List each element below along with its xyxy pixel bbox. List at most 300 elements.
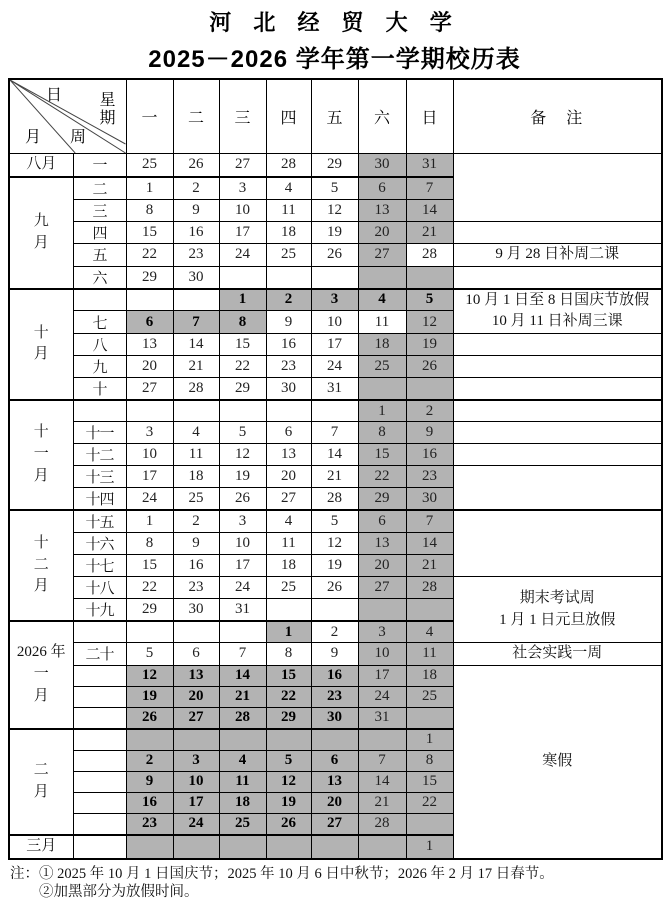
week-number bbox=[73, 835, 126, 859]
day-cell: 17 bbox=[126, 466, 173, 488]
remark-cell bbox=[453, 266, 662, 289]
day-cell: 21 bbox=[173, 356, 219, 378]
day-cell: 2 bbox=[126, 750, 173, 771]
week-number: 四 bbox=[73, 221, 126, 243]
day-cell: 12 bbox=[406, 311, 453, 334]
remark-cell bbox=[453, 466, 662, 511]
day-cell: 17 bbox=[311, 334, 358, 356]
day-cell bbox=[173, 400, 219, 422]
day-cell bbox=[266, 729, 311, 751]
day-cell: 25 bbox=[173, 488, 219, 511]
footnote-2: ②加黑部分为放假时间。 bbox=[10, 883, 669, 902]
remark-cell: 9 月 28 日补周二课 bbox=[453, 243, 662, 266]
day-cell: 25 bbox=[126, 154, 173, 177]
day-cell: 31 bbox=[219, 599, 266, 622]
day-cell: 24 bbox=[311, 356, 358, 378]
remark-cell bbox=[453, 356, 662, 378]
corner-label-weekday: 星期 bbox=[99, 92, 116, 127]
day-cell: 13 bbox=[358, 533, 406, 555]
day-cell: 18 bbox=[406, 665, 453, 686]
day-cell bbox=[219, 835, 266, 859]
day-cell bbox=[266, 266, 311, 289]
week-number: 八 bbox=[73, 334, 126, 356]
day-cell: 29 bbox=[219, 378, 266, 401]
day-cell: 5 bbox=[219, 422, 266, 444]
weekday-header-thu: 四 bbox=[266, 79, 311, 154]
calendar-row bbox=[9, 466, 662, 488]
day-cell: 4 bbox=[406, 621, 453, 643]
day-cell: 28 bbox=[266, 154, 311, 177]
day-cell: 28 bbox=[219, 707, 266, 729]
day-cell: 23 bbox=[173, 243, 219, 266]
day-cell: 16 bbox=[173, 555, 219, 577]
day-cell bbox=[266, 835, 311, 859]
day-cell: 10 bbox=[173, 771, 219, 792]
corner-label-week: 周 bbox=[70, 129, 86, 147]
day-cell: 11 bbox=[406, 643, 453, 666]
day-cell: 14 bbox=[173, 334, 219, 356]
day-cell: 14 bbox=[406, 199, 453, 221]
day-cell: 22 bbox=[219, 356, 266, 378]
day-cell: 27 bbox=[173, 707, 219, 729]
day-cell: 19 bbox=[219, 466, 266, 488]
day-cell: 12 bbox=[126, 665, 173, 686]
day-cell: 6 bbox=[311, 750, 358, 771]
day-cell: 8 bbox=[406, 750, 453, 771]
day-cell: 21 bbox=[311, 466, 358, 488]
day-cell: 2 bbox=[173, 177, 219, 200]
week-number: 十八 bbox=[73, 577, 126, 599]
day-cell: 4 bbox=[266, 177, 311, 200]
day-cell: 25 bbox=[266, 577, 311, 599]
day-cell: 13 bbox=[126, 334, 173, 356]
day-cell bbox=[358, 266, 406, 289]
day-cell: 20 bbox=[126, 356, 173, 378]
day-cell: 15 bbox=[406, 771, 453, 792]
week-number: 七 bbox=[73, 311, 126, 334]
week-number: 十 bbox=[73, 378, 126, 401]
corner-header-cell bbox=[9, 79, 126, 154]
calendar-row bbox=[9, 266, 662, 289]
day-cell: 12 bbox=[311, 199, 358, 221]
day-cell: 9 bbox=[173, 533, 219, 555]
day-cell: 2 bbox=[266, 289, 311, 311]
day-cell: 25 bbox=[406, 686, 453, 707]
day-cell: 18 bbox=[173, 466, 219, 488]
day-cell: 24 bbox=[358, 686, 406, 707]
calendar-row bbox=[9, 422, 662, 444]
day-cell: 2 bbox=[406, 400, 453, 422]
day-cell: 19 bbox=[406, 334, 453, 356]
month-label: 2026 年 一 月 bbox=[9, 621, 73, 729]
day-cell: 24 bbox=[126, 488, 173, 511]
week-number bbox=[73, 400, 126, 422]
day-cell: 14 bbox=[311, 444, 358, 466]
remarks-header: 备 注 bbox=[453, 79, 662, 154]
day-cell: 25 bbox=[219, 813, 266, 835]
remark-cell bbox=[453, 334, 662, 356]
week-number: 十一 bbox=[73, 422, 126, 444]
day-cell: 3 bbox=[173, 750, 219, 771]
week-number: 十四 bbox=[73, 488, 126, 511]
day-cell: 8 bbox=[126, 533, 173, 555]
day-cell: 26 bbox=[173, 154, 219, 177]
day-cell: 16 bbox=[311, 665, 358, 686]
week-number: 一 bbox=[73, 154, 126, 177]
day-cell: 21 bbox=[406, 221, 453, 243]
day-cell: 26 bbox=[219, 488, 266, 511]
day-cell: 11 bbox=[219, 771, 266, 792]
day-cell bbox=[358, 378, 406, 401]
week-number: 十五 bbox=[73, 510, 126, 533]
calendar-row bbox=[9, 400, 662, 422]
day-cell bbox=[358, 599, 406, 622]
day-cell: 10 bbox=[126, 444, 173, 466]
day-cell: 26 bbox=[311, 577, 358, 599]
day-cell: 11 bbox=[266, 533, 311, 555]
day-cell: 19 bbox=[311, 555, 358, 577]
day-cell: 11 bbox=[266, 199, 311, 221]
day-cell: 6 bbox=[358, 177, 406, 200]
remark-cell: 社会实践一周 bbox=[453, 643, 662, 666]
day-cell: 26 bbox=[311, 243, 358, 266]
day-cell bbox=[266, 599, 311, 622]
month-label: 十 二 月 bbox=[9, 510, 73, 621]
weekday-header-wed: 三 bbox=[219, 79, 266, 154]
week-number: 五 bbox=[73, 243, 126, 266]
day-cell: 23 bbox=[311, 686, 358, 707]
week-number: 十六 bbox=[73, 533, 126, 555]
calendar-row bbox=[9, 289, 662, 311]
day-cell: 17 bbox=[219, 555, 266, 577]
remark-cell bbox=[453, 378, 662, 401]
day-cell bbox=[219, 400, 266, 422]
day-cell bbox=[406, 707, 453, 729]
day-cell: 5 bbox=[311, 177, 358, 200]
week-number bbox=[73, 729, 126, 751]
day-cell bbox=[173, 289, 219, 311]
weekday-header-mon: 一 bbox=[126, 79, 173, 154]
remark-cell bbox=[453, 400, 662, 422]
day-cell: 18 bbox=[358, 334, 406, 356]
day-cell: 13 bbox=[311, 771, 358, 792]
day-cell: 11 bbox=[173, 444, 219, 466]
day-cell: 9 bbox=[406, 422, 453, 444]
day-cell: 25 bbox=[358, 356, 406, 378]
calendar-row bbox=[9, 243, 662, 266]
day-cell: 1 bbox=[406, 835, 453, 859]
day-cell: 28 bbox=[358, 813, 406, 835]
day-cell: 7 bbox=[219, 643, 266, 666]
day-cell: 11 bbox=[358, 311, 406, 334]
month-label: 十 月 bbox=[9, 289, 73, 401]
week-number: 九 bbox=[73, 356, 126, 378]
day-cell: 24 bbox=[219, 243, 266, 266]
day-cell: 1 bbox=[219, 289, 266, 311]
day-cell: 9 bbox=[126, 771, 173, 792]
day-cell: 30 bbox=[266, 378, 311, 401]
calendar-row bbox=[9, 665, 662, 686]
day-cell: 18 bbox=[266, 555, 311, 577]
day-cell: 24 bbox=[173, 813, 219, 835]
calendar-row bbox=[9, 444, 662, 466]
remark-cell: 寒假 bbox=[453, 665, 662, 858]
day-cell: 19 bbox=[126, 686, 173, 707]
week-number: 六 bbox=[73, 266, 126, 289]
day-cell: 28 bbox=[406, 577, 453, 599]
calendar-row bbox=[9, 510, 662, 533]
day-cell bbox=[406, 378, 453, 401]
day-cell bbox=[406, 599, 453, 622]
day-cell bbox=[219, 729, 266, 751]
day-cell: 7 bbox=[311, 422, 358, 444]
day-cell: 17 bbox=[358, 665, 406, 686]
day-cell bbox=[173, 729, 219, 751]
day-cell bbox=[311, 400, 358, 422]
day-cell bbox=[219, 266, 266, 289]
day-cell: 14 bbox=[219, 665, 266, 686]
day-cell: 27 bbox=[126, 378, 173, 401]
day-cell: 9 bbox=[173, 199, 219, 221]
day-cell bbox=[358, 729, 406, 751]
day-cell: 17 bbox=[173, 792, 219, 813]
day-cell: 12 bbox=[219, 444, 266, 466]
week-number bbox=[73, 771, 126, 792]
day-cell bbox=[406, 266, 453, 289]
day-cell: 23 bbox=[266, 356, 311, 378]
day-cell bbox=[126, 289, 173, 311]
day-cell: 1 bbox=[126, 510, 173, 533]
day-cell: 22 bbox=[406, 792, 453, 813]
day-cell: 30 bbox=[173, 599, 219, 622]
calendar-row bbox=[9, 643, 662, 666]
header-row bbox=[9, 79, 662, 154]
day-cell: 8 bbox=[126, 199, 173, 221]
day-cell: 31 bbox=[358, 707, 406, 729]
day-cell: 14 bbox=[358, 771, 406, 792]
day-cell: 8 bbox=[266, 643, 311, 666]
day-cell: 20 bbox=[311, 792, 358, 813]
day-cell: 17 bbox=[219, 221, 266, 243]
day-cell: 3 bbox=[311, 289, 358, 311]
week-number: 十三 bbox=[73, 466, 126, 488]
week-number: 十九 bbox=[73, 599, 126, 622]
day-cell: 10 bbox=[358, 643, 406, 666]
day-cell: 5 bbox=[126, 643, 173, 666]
day-cell: 4 bbox=[266, 510, 311, 533]
day-cell: 15 bbox=[358, 444, 406, 466]
remark-cell bbox=[453, 221, 662, 243]
day-cell: 3 bbox=[219, 510, 266, 533]
month-label: 九 月 bbox=[9, 177, 73, 289]
day-cell bbox=[126, 400, 173, 422]
calendar-row bbox=[9, 154, 662, 177]
day-cell: 26 bbox=[266, 813, 311, 835]
remark-cell bbox=[453, 444, 662, 466]
day-cell: 2 bbox=[173, 510, 219, 533]
day-cell: 15 bbox=[219, 334, 266, 356]
day-cell: 23 bbox=[126, 813, 173, 835]
day-cell: 6 bbox=[266, 422, 311, 444]
day-cell: 19 bbox=[266, 792, 311, 813]
day-cell: 15 bbox=[126, 221, 173, 243]
day-cell: 29 bbox=[126, 266, 173, 289]
day-cell: 27 bbox=[266, 488, 311, 511]
week-number bbox=[73, 750, 126, 771]
day-cell: 6 bbox=[358, 510, 406, 533]
day-cell: 18 bbox=[266, 221, 311, 243]
day-cell: 8 bbox=[358, 422, 406, 444]
day-cell: 22 bbox=[358, 466, 406, 488]
day-cell: 10 bbox=[219, 199, 266, 221]
day-cell: 24 bbox=[219, 577, 266, 599]
day-cell bbox=[311, 729, 358, 751]
week-number bbox=[73, 665, 126, 686]
day-cell: 20 bbox=[358, 555, 406, 577]
day-cell: 2 bbox=[311, 621, 358, 643]
day-cell: 20 bbox=[358, 221, 406, 243]
day-cell: 22 bbox=[126, 577, 173, 599]
day-cell: 3 bbox=[358, 621, 406, 643]
calendar-row bbox=[9, 334, 662, 356]
remark-cell bbox=[453, 154, 662, 222]
day-cell: 5 bbox=[266, 750, 311, 771]
day-cell: 22 bbox=[266, 686, 311, 707]
remark-cell bbox=[453, 510, 662, 577]
day-cell: 10 bbox=[219, 533, 266, 555]
weekday-header-fri: 五 bbox=[311, 79, 358, 154]
week-number bbox=[73, 813, 126, 835]
corner-label-day: 日 bbox=[46, 87, 62, 105]
week-number bbox=[73, 289, 126, 311]
calendar-row bbox=[9, 356, 662, 378]
calendar-body bbox=[9, 154, 662, 859]
week-number bbox=[73, 621, 126, 643]
day-cell: 28 bbox=[406, 243, 453, 266]
week-number: 十七 bbox=[73, 555, 126, 577]
day-cell: 20 bbox=[266, 466, 311, 488]
day-cell: 30 bbox=[311, 707, 358, 729]
day-cell: 16 bbox=[266, 334, 311, 356]
day-cell: 1 bbox=[266, 621, 311, 643]
corner-label-month: 月 bbox=[25, 129, 41, 147]
day-cell: 23 bbox=[173, 577, 219, 599]
day-cell: 29 bbox=[358, 488, 406, 511]
day-cell: 26 bbox=[406, 356, 453, 378]
day-cell: 8 bbox=[219, 311, 266, 334]
day-cell: 31 bbox=[406, 154, 453, 177]
week-number: 二十 bbox=[73, 643, 126, 666]
day-cell: 12 bbox=[266, 771, 311, 792]
day-cell: 27 bbox=[358, 577, 406, 599]
remark-cell: 期末考试周 1 月 1 日元旦放假 bbox=[453, 577, 662, 643]
day-cell: 27 bbox=[219, 154, 266, 177]
day-cell: 7 bbox=[358, 750, 406, 771]
calendar-table bbox=[8, 78, 663, 860]
week-number: 二 bbox=[73, 177, 126, 200]
day-cell: 26 bbox=[126, 707, 173, 729]
day-cell: 21 bbox=[219, 686, 266, 707]
day-cell: 9 bbox=[266, 311, 311, 334]
calendar-row bbox=[9, 577, 662, 599]
day-cell bbox=[266, 400, 311, 422]
day-cell bbox=[311, 835, 358, 859]
page-subtitle: 2025－2026 学年第一学期校历表 bbox=[0, 39, 669, 74]
weekday-header-sat: 六 bbox=[358, 79, 406, 154]
day-cell: 7 bbox=[406, 177, 453, 200]
day-cell: 27 bbox=[358, 243, 406, 266]
day-cell: 4 bbox=[219, 750, 266, 771]
day-cell: 16 bbox=[406, 444, 453, 466]
day-cell bbox=[358, 835, 406, 859]
day-cell: 7 bbox=[173, 311, 219, 334]
day-cell: 3 bbox=[126, 422, 173, 444]
day-cell: 12 bbox=[311, 533, 358, 555]
week-number bbox=[73, 792, 126, 813]
day-cell: 22 bbox=[126, 243, 173, 266]
day-cell: 13 bbox=[358, 199, 406, 221]
month-label: 八月 bbox=[9, 154, 73, 177]
day-cell: 4 bbox=[358, 289, 406, 311]
day-cell bbox=[126, 835, 173, 859]
day-cell: 27 bbox=[311, 813, 358, 835]
day-cell: 1 bbox=[126, 177, 173, 200]
weekday-header-tue: 二 bbox=[173, 79, 219, 154]
day-cell: 25 bbox=[266, 243, 311, 266]
day-cell: 15 bbox=[126, 555, 173, 577]
day-cell: 10 bbox=[311, 311, 358, 334]
day-cell: 29 bbox=[311, 154, 358, 177]
week-number: 三 bbox=[73, 199, 126, 221]
day-cell: 6 bbox=[173, 643, 219, 666]
month-label: 十 一 月 bbox=[9, 400, 73, 510]
day-cell: 30 bbox=[406, 488, 453, 511]
day-cell: 28 bbox=[173, 378, 219, 401]
day-cell: 30 bbox=[358, 154, 406, 177]
day-cell bbox=[126, 729, 173, 751]
day-cell: 30 bbox=[173, 266, 219, 289]
day-cell: 5 bbox=[311, 510, 358, 533]
day-cell: 20 bbox=[173, 686, 219, 707]
day-cell: 31 bbox=[311, 378, 358, 401]
day-cell bbox=[126, 621, 173, 643]
week-number: 十二 bbox=[73, 444, 126, 466]
day-cell: 21 bbox=[358, 792, 406, 813]
day-cell: 3 bbox=[219, 177, 266, 200]
page-title: 河 北 经 贸 大 学 bbox=[0, 6, 669, 37]
calendar-row bbox=[9, 378, 662, 401]
day-cell: 5 bbox=[406, 289, 453, 311]
day-cell: 19 bbox=[311, 221, 358, 243]
month-label: 三月 bbox=[9, 835, 73, 859]
day-cell: 21 bbox=[406, 555, 453, 577]
day-cell: 18 bbox=[219, 792, 266, 813]
footnotes bbox=[10, 865, 669, 902]
day-cell: 6 bbox=[126, 311, 173, 334]
day-cell bbox=[173, 621, 219, 643]
day-cell: 16 bbox=[126, 792, 173, 813]
day-cell: 29 bbox=[126, 599, 173, 622]
day-cell: 1 bbox=[358, 400, 406, 422]
day-cell: 4 bbox=[173, 422, 219, 444]
week-number bbox=[73, 686, 126, 707]
day-cell: 16 bbox=[173, 221, 219, 243]
day-cell: 15 bbox=[266, 665, 311, 686]
footnote-1: 注：① 2025 年 10 月 1 日国庆节；2025 年 10 月 6 日中秋节；2026 年 2 月 17 日春节。 bbox=[10, 865, 669, 884]
day-cell: 13 bbox=[266, 444, 311, 466]
day-cell: 9 bbox=[311, 643, 358, 666]
remark-cell bbox=[453, 422, 662, 444]
